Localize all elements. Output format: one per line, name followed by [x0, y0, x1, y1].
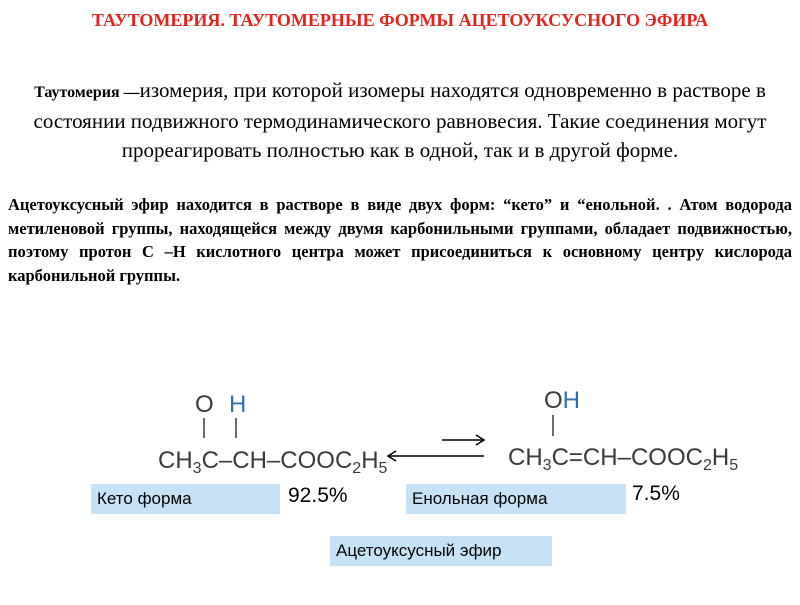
enol-form-percent: 7.5%	[632, 482, 680, 505]
keto-form-percent: 92.5%	[288, 484, 348, 507]
enol-form-label: Енольная форма	[406, 484, 626, 514]
enol-oxygen: OH	[544, 387, 581, 414]
enol-formula	[508, 387, 738, 474]
tautomer-scheme	[0, 370, 800, 600]
keto-form-label: Кето форма	[91, 484, 280, 514]
page-title: ТАУТОМЕРИЯ. ТАУТОМЕРНЫЕ ФОРМЫ АЦЕТОУКСУСНОГО ЭФИРА	[91, 10, 709, 30]
keto-hydrogen: H	[229, 391, 247, 418]
description-paragraph: Ацетоуксусный эфир находится в растворе в виде двух форм: “кето” и “енольной. . Атом водорода метиленовой группы, находящейся между двумя карбонильными группами, обладает подвижностью, поэтому протон С –Н кислотного центра может присоединиться к основному центру кислорода карбонильной группы.	[8, 195, 792, 285]
keto-oxygen: O	[195, 391, 214, 418]
compound-label: Ацетоуксусный эфир	[330, 536, 552, 566]
enol-chain: $CH_3C=CH-COOC_2H_5$	[508, 444, 739, 474]
keto-chain: $CH_3C-CH-COOC_2H_5$	[158, 447, 388, 477]
keto-formula	[158, 391, 388, 477]
intro-text: изомерия, при которой изомеры находятся одновременно в растворе в состоянии подвижного термодинамического равновесия. Такие соединения могут прореагировать полностью как в одной, так и в другой форме.	[33, 78, 767, 162]
intro-term: Таутомерия —	[34, 84, 140, 101]
equilibrium-arrows-icon	[388, 435, 484, 461]
intro-definition	[8, 76, 792, 165]
